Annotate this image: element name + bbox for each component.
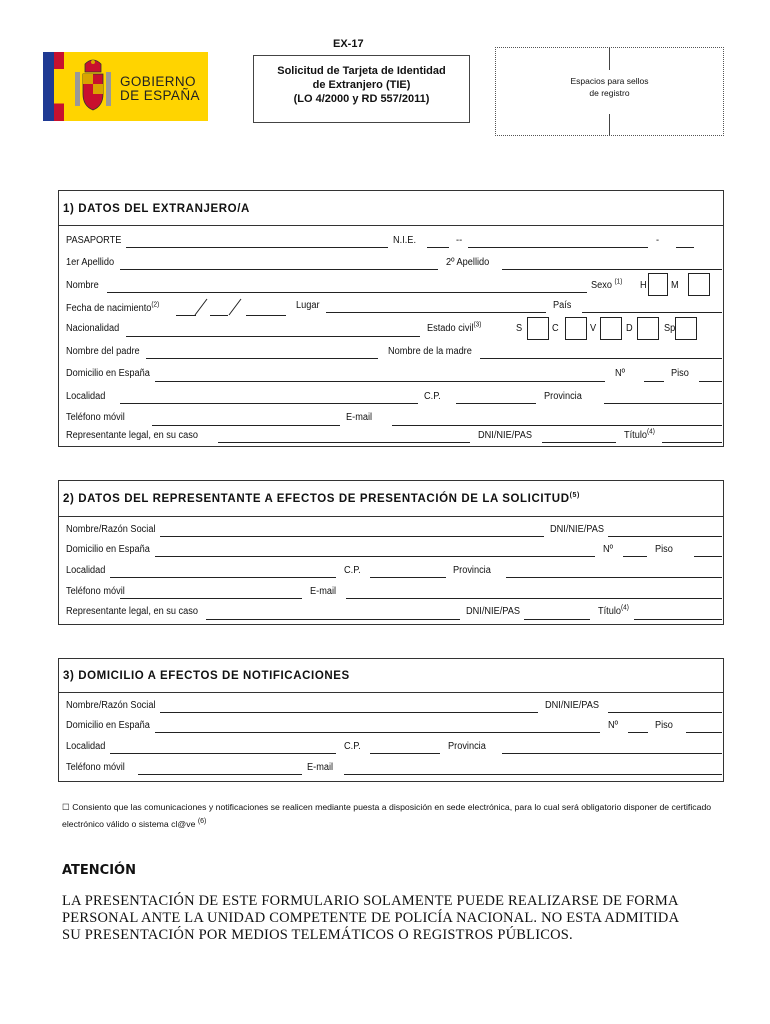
fecha-text: Fecha de nacimiento bbox=[66, 303, 152, 314]
s3-nombre-field[interactable] bbox=[160, 712, 538, 713]
s2-dni-field[interactable] bbox=[608, 536, 722, 537]
estado-separado-checkbox[interactable] bbox=[675, 317, 697, 340]
form-code: EX-17 bbox=[333, 38, 364, 50]
title-line-2: de Extranjero (TIE) bbox=[312, 79, 411, 91]
label-ec-v: V bbox=[590, 323, 597, 334]
nie-check-field[interactable] bbox=[676, 247, 694, 248]
nie-prefix-field[interactable] bbox=[427, 247, 449, 248]
label-apellido-2: 2º Apellido bbox=[446, 257, 490, 268]
s2-titulo-field[interactable] bbox=[634, 619, 722, 620]
eu-flag-strip bbox=[43, 52, 54, 121]
fecha-year-field[interactable] bbox=[246, 315, 286, 316]
label-ec-d: D bbox=[626, 323, 633, 334]
s3-numero-field[interactable] bbox=[628, 732, 648, 733]
s2-label-cp: C.P. bbox=[344, 565, 361, 576]
label-sexo-m: M bbox=[671, 280, 679, 291]
s2-label-provincia: Provincia bbox=[453, 565, 491, 576]
s3-label-dni: DNI/NIE/PAS bbox=[545, 700, 600, 711]
s3-label-cp: C.P. bbox=[344, 741, 361, 752]
s2-label-localidad: Localidad bbox=[66, 565, 106, 576]
logo-line-2: DE ESPAÑA bbox=[120, 88, 200, 103]
s3-telefono-field[interactable] bbox=[138, 774, 302, 775]
stamp-divider-top bbox=[609, 48, 610, 70]
s2-titulo-note: (4) bbox=[621, 604, 629, 612]
label-localidad: Localidad bbox=[66, 391, 106, 402]
telefono-field[interactable] bbox=[152, 425, 340, 426]
date-slash-1 bbox=[194, 297, 208, 317]
titulo-field[interactable] bbox=[662, 442, 722, 443]
s3-domicilio-field[interactable] bbox=[155, 732, 600, 733]
stamp-divider-bottom bbox=[609, 114, 610, 135]
label-pais: País bbox=[553, 300, 572, 311]
estado-divorciado-checkbox[interactable] bbox=[637, 317, 659, 340]
label-domicilio: Domicilio en España bbox=[66, 368, 150, 379]
section-3-title: 3) DOMICILIO A EFECTOS DE NOTIFICACIONES bbox=[63, 670, 350, 682]
section-3-header bbox=[59, 659, 723, 693]
label-sexo bbox=[591, 280, 622, 291]
title-line-1: Solicitud de Tarjeta de Identidad bbox=[277, 65, 446, 77]
estado-viudo-checkbox[interactable] bbox=[600, 317, 622, 340]
consent-note: (6) bbox=[197, 818, 207, 826]
fecha-note: (2) bbox=[151, 301, 160, 309]
s3-provincia-field[interactable] bbox=[502, 753, 722, 754]
label-fecha-nacimiento bbox=[66, 303, 159, 314]
notice-line-2: PERSONAL ANTE LA UNIDAD COMPETENTE DE POLICÍA NACIONAL. NO ESTA ADMITIDA bbox=[62, 910, 680, 926]
s2-label-email: E-mail bbox=[310, 586, 337, 597]
label-pasaporte: PASAPORTE bbox=[66, 235, 122, 246]
s2-localidad-field[interactable] bbox=[110, 577, 336, 578]
s3-dni-field[interactable] bbox=[608, 712, 722, 713]
s2-label-dni-2: DNI/NIE/PAS bbox=[466, 606, 521, 617]
madre-field[interactable] bbox=[480, 358, 722, 359]
notice-line-3: SU PRESENTACIÓN POR MEDIOS TELEMÁTICOS O REGISTROS PÚBLICOS. bbox=[62, 927, 573, 943]
sexo-m-checkbox[interactable] bbox=[688, 273, 710, 296]
label-numero: Nº bbox=[615, 368, 626, 379]
s3-label-email: E-mail bbox=[307, 762, 334, 773]
padre-field[interactable] bbox=[146, 358, 378, 359]
s2-titulo-text: Título bbox=[598, 606, 622, 617]
s2-cp-field[interactable] bbox=[370, 577, 446, 578]
spain-flag-strip bbox=[54, 52, 64, 121]
stamp-label-1: Espacios para sellos bbox=[570, 76, 649, 86]
date-slash-2 bbox=[228, 297, 242, 317]
logo-line-1: GOBIERNO bbox=[120, 74, 196, 89]
s2-email-field[interactable] bbox=[346, 598, 722, 599]
fecha-month-field[interactable] bbox=[210, 315, 228, 316]
s2-dni-2-field[interactable] bbox=[524, 619, 590, 620]
numero-field[interactable] bbox=[644, 381, 664, 382]
pasaporte-field[interactable] bbox=[126, 247, 388, 248]
s3-label-numero: Nº bbox=[608, 720, 619, 731]
label-telefono: Teléfono móvil bbox=[66, 412, 125, 423]
s2-label-telefono: Teléfono móvil bbox=[66, 586, 125, 597]
section-2-title-text: 2) DATOS DEL REPRESENTANTE A EFECTOS DE PRESENTACIÓN DE LA SOLICITUD bbox=[63, 493, 570, 505]
section-3 bbox=[58, 658, 724, 782]
titulo-text: Título bbox=[624, 430, 648, 441]
s3-cp-field[interactable] bbox=[370, 753, 440, 754]
label-dni: DNI/NIE/PAS bbox=[478, 430, 533, 441]
domicilio-field[interactable] bbox=[155, 381, 605, 382]
apellido-1-field[interactable] bbox=[120, 269, 438, 270]
label-estado-civil bbox=[427, 323, 481, 334]
estado-civil-note: (3) bbox=[473, 321, 482, 329]
cp-field[interactable] bbox=[456, 403, 536, 404]
consent-line-2-text: electrónico válido o sistema cl@ve bbox=[62, 819, 196, 829]
stamp-label-2: de registro bbox=[589, 88, 630, 98]
notice-line-1: LA PRESENTACIÓN DE ESTE FORMULARIO SOLAMENTE PUEDE REALIZARSE DE FORMA bbox=[62, 893, 679, 909]
estado-soltero-checkbox[interactable] bbox=[527, 317, 549, 340]
form-title-box bbox=[253, 55, 470, 123]
consent-block[interactable] bbox=[62, 799, 726, 833]
s2-label-titulo bbox=[598, 606, 629, 617]
label-cp: C.P. bbox=[424, 391, 441, 402]
s2-domicilio-field[interactable] bbox=[155, 556, 595, 557]
label-apellido-1: 1er Apellido bbox=[66, 257, 115, 268]
label-titulo bbox=[624, 430, 655, 441]
s3-label-piso: Piso bbox=[655, 720, 673, 731]
s3-label-localidad: Localidad bbox=[66, 741, 106, 752]
localidad-field[interactable] bbox=[120, 403, 418, 404]
label-email: E-mail bbox=[346, 412, 373, 423]
s2-label-numero: Nº bbox=[603, 544, 614, 555]
lugar-field[interactable] bbox=[326, 312, 546, 313]
section-2-header bbox=[59, 481, 723, 517]
registry-stamp-area bbox=[495, 47, 724, 136]
s3-localidad-field[interactable] bbox=[110, 753, 336, 754]
label-padre: Nombre del padre bbox=[66, 346, 140, 357]
section-1 bbox=[58, 190, 724, 447]
provincia-field[interactable] bbox=[604, 403, 722, 404]
label-lugar: Lugar bbox=[296, 300, 320, 311]
label-ec-s: S bbox=[516, 323, 523, 334]
estado-casado-checkbox[interactable] bbox=[565, 317, 587, 340]
label-ec-c: C bbox=[552, 323, 559, 334]
s2-numero-field[interactable] bbox=[623, 556, 647, 557]
sexo-note: (1) bbox=[614, 278, 623, 286]
label-provincia: Provincia bbox=[544, 391, 582, 402]
label-nie: N.I.E. bbox=[393, 235, 417, 246]
email-field[interactable] bbox=[392, 425, 722, 426]
gobierno-logo bbox=[43, 52, 208, 121]
representante-field[interactable] bbox=[218, 442, 470, 443]
s3-email-field[interactable] bbox=[344, 774, 722, 775]
pais-field[interactable] bbox=[582, 312, 722, 313]
s2-label-piso: Piso bbox=[655, 544, 673, 555]
s2-telefono-field[interactable] bbox=[120, 598, 302, 599]
s2-representante-field[interactable] bbox=[206, 619, 460, 620]
apellido-2-field[interactable] bbox=[502, 269, 722, 270]
fecha-day-field[interactable] bbox=[176, 315, 196, 316]
label-madre: Nombre de la madre bbox=[388, 346, 472, 357]
s3-label-domicilio: Domicilio en España bbox=[66, 720, 150, 731]
s3-piso-field[interactable] bbox=[686, 732, 722, 733]
section-2-title-note: (5) bbox=[569, 492, 580, 500]
s3-label-nombre: Nombre/Razón Social bbox=[66, 700, 156, 711]
nie-dash: - bbox=[656, 235, 660, 246]
section-2-title bbox=[63, 493, 580, 505]
section-1-header bbox=[59, 191, 723, 226]
consent-line-2 bbox=[62, 816, 726, 833]
coat-of-arms-icon bbox=[71, 58, 115, 116]
s2-nombre-field[interactable] bbox=[160, 536, 544, 537]
label-representante: Representante legal, en su caso bbox=[66, 430, 198, 441]
s3-label-provincia: Provincia bbox=[448, 741, 486, 752]
title-line-3: (LO 4/2000 y RD 557/2011) bbox=[293, 93, 430, 105]
s3-label-telefono: Teléfono móvil bbox=[66, 762, 125, 773]
label-nombre: Nombre bbox=[66, 280, 99, 291]
sexo-h-checkbox[interactable] bbox=[648, 273, 668, 296]
s2-provincia-field[interactable] bbox=[506, 577, 722, 578]
section-2 bbox=[58, 480, 724, 625]
nie-separator: -- bbox=[456, 235, 463, 246]
titulo-note: (4) bbox=[647, 428, 655, 436]
piso-field[interactable] bbox=[699, 381, 722, 382]
sexo-text: Sexo bbox=[591, 280, 612, 291]
label-nacionalidad: Nacionalidad bbox=[66, 323, 120, 334]
s2-piso-field[interactable] bbox=[694, 556, 722, 557]
atencion-notice bbox=[62, 893, 726, 944]
nacionalidad-field[interactable] bbox=[126, 336, 420, 337]
label-sexo-h: H bbox=[640, 280, 647, 291]
consent-line-1: ☐ Consiento que las comunicaciones y notificaciones se realicen mediante puesta a disposición en sede electrónica, para lo cual será obligatorio disponer de certificado bbox=[62, 802, 712, 812]
s2-label-dni: DNI/NIE/PAS bbox=[550, 524, 605, 535]
nombre-field[interactable] bbox=[107, 292, 587, 293]
dni-field[interactable] bbox=[542, 442, 616, 443]
section-1-title: 1) DATOS DEL EXTRANJERO/A bbox=[63, 203, 250, 215]
s2-label-nombre: Nombre/Razón Social bbox=[66, 524, 156, 535]
atencion-heading: ATENCIÓN bbox=[62, 863, 136, 878]
estado-civil-text: Estado civil bbox=[427, 323, 474, 334]
nie-number-field[interactable] bbox=[468, 247, 648, 248]
label-piso: Piso bbox=[671, 368, 689, 379]
s2-label-representante: Representante legal, en su caso bbox=[66, 606, 198, 617]
s2-label-domicilio: Domicilio en España bbox=[66, 544, 150, 555]
label-ec-sp: Sp bbox=[664, 323, 676, 334]
